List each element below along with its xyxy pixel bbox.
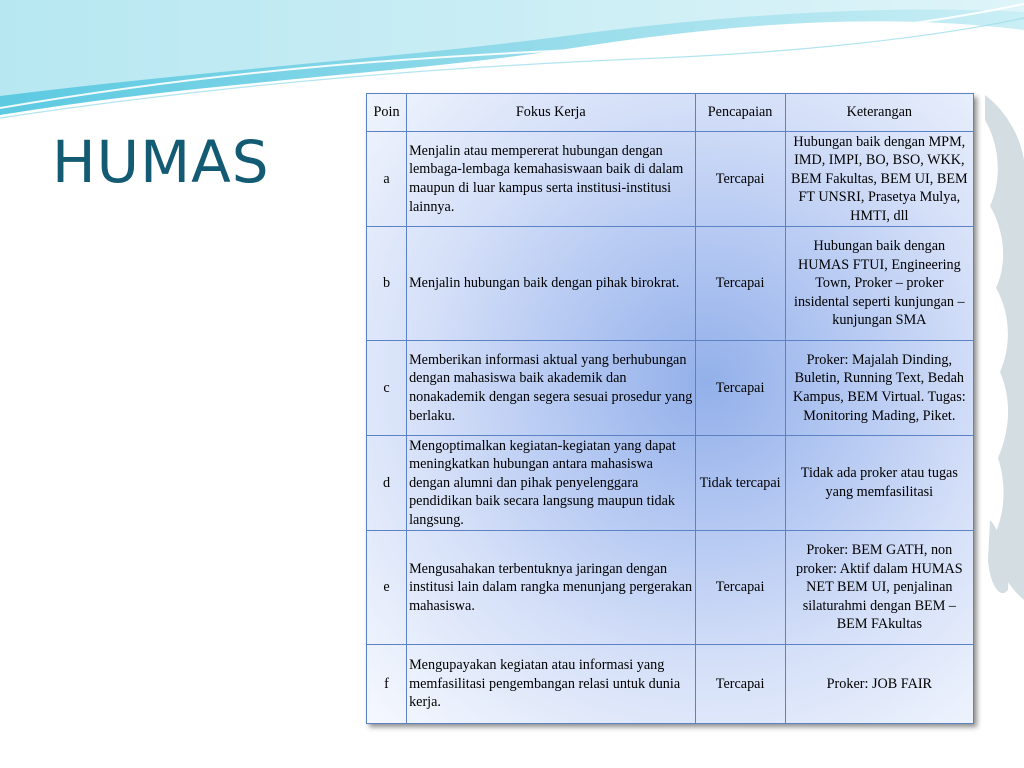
cell-keterangan: Proker: JOB FAIR [785, 645, 973, 724]
humas-work-table [366, 93, 974, 724]
table-row [367, 227, 974, 341]
cell-pencapaian: Tercapai [695, 645, 785, 724]
cell-pencapaian: Tercapai [695, 132, 785, 227]
watermark-emblem [985, 95, 1024, 600]
cell-poin: c [367, 341, 407, 436]
cell-fokus-kerja: Mengoptimalkan kegiatan-kegiatan yang dapat meningkatkan hubungan antara mahasiswa dengan alumni dan pihak penyelenggara pendidikan baik secara langsung maupun tidak langsung. [407, 436, 695, 531]
cell-poin: d [367, 436, 407, 531]
header-poin: Poin [367, 94, 407, 132]
cell-pencapaian: Tercapai [695, 531, 785, 645]
table-row [367, 436, 974, 531]
cell-fokus-kerja: Menjalin hubungan baik dengan pihak birokrat. [407, 227, 695, 341]
cell-pencapaian: Tercapai [695, 227, 785, 341]
cell-fokus-kerja: Menjalin atau mempererat hubungan dengan lembaga-lembaga kemahasiswaan baik di dalam maupun di luar kampus serta institusi-institusi lainnya. [407, 132, 695, 227]
header-fokus-kerja: Fokus Kerja [407, 94, 695, 132]
table-row [367, 341, 974, 436]
cell-pencapaian: Tercapai [695, 341, 785, 436]
cell-poin: a [367, 132, 407, 227]
table-header-row [367, 94, 974, 132]
cell-keterangan: Proker: BEM GATH, non proker: Aktif dalam HUMAS NET BEM UI, penjalinan silaturahmi dengan BEM – BEM FAkultas [785, 531, 973, 645]
cell-poin: e [367, 531, 407, 645]
cell-fokus-kerja: Mengupayakan kegiatan atau informasi yang memfasilitasi pengembangan relasi untuk dunia kerja. [407, 645, 695, 724]
table-row [367, 132, 974, 227]
header-keterangan: Keterangan [785, 94, 973, 132]
cell-keterangan: Tidak ada proker atau tugas yang memfasilitasi [785, 436, 973, 531]
cell-keterangan: Proker: Majalah Dinding, Buletin, Running Text, Bedah Kampus, BEM Virtual. Tugas: Monitoring Mading, Piket. [785, 341, 973, 436]
table-row [367, 645, 974, 724]
cell-keterangan: Hubungan baik dengan MPM, IMD, IMPI, BO, BSO, WKK, BEM Fakultas, BEM UI, BEM FT UNSRI, Prasetya Mulya, HMTI, dll [785, 132, 973, 227]
cell-fokus-kerja: Memberikan informasi aktual yang berhubungan dengan mahasiswa baik akademik dan nonakademik dengan segera sesuai prosedur yang berlaku. [407, 341, 695, 436]
header-pencapaian: Pencapaian [695, 94, 785, 132]
cell-keterangan: Hubungan baik dengan HUMAS FTUI, Engineering Town, Proker – proker insidental seperti kunjungan – kunjungan SMA [785, 227, 973, 341]
humas-table-container [366, 93, 974, 723]
slide-title: HUMAS [52, 128, 270, 196]
cell-fokus-kerja: Mengusahakan terbentuknya jaringan dengan institusi lain dalam rangka menunjang pergerakan mahasiswa. [407, 531, 695, 645]
cell-pencapaian: Tidak tercapai [695, 436, 785, 531]
cell-poin: f [367, 645, 407, 724]
table-row [367, 531, 974, 645]
cell-poin: b [367, 227, 407, 341]
